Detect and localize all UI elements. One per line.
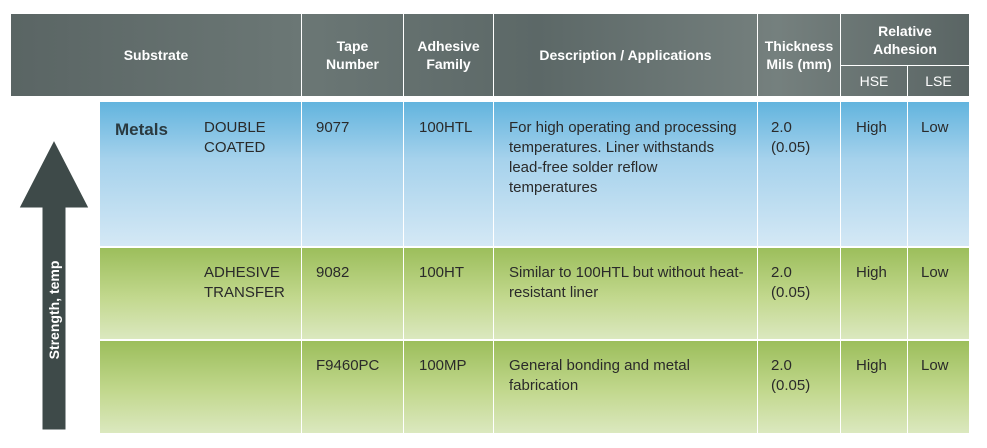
row-hse: High [856, 264, 887, 281]
column-divider [907, 102, 908, 433]
header-relative-adhesion: Relative Adhesion [873, 22, 937, 57]
column-divider [301, 102, 302, 433]
header-tape-number: Tape Number [326, 38, 379, 72]
substrate-group-label: Metals [115, 120, 168, 139]
row-hse: High [856, 119, 887, 136]
row-thickness: 2.0 (0.05) [771, 119, 811, 156]
row-adhesive-family: 100HTL [419, 119, 473, 136]
header-divider [403, 14, 404, 96]
header-divider [840, 65, 969, 66]
row-description: Similar to 100HTL but without heat-resistant liner [509, 264, 744, 301]
table-header [11, 14, 969, 96]
row-lse: Low [921, 357, 949, 374]
header-description: Description / Applications [539, 47, 712, 63]
row-hse: High [856, 357, 887, 374]
arrow-label: Strength, temp [46, 260, 62, 360]
header-divider [493, 14, 494, 96]
column-divider [840, 102, 841, 433]
column-divider [493, 102, 494, 433]
row-thickness: 2.0 (0.05) [771, 264, 811, 301]
header-thickness: Thickness Mils (mm) [764, 38, 834, 72]
header-adhesive-family: Adhesive Family [417, 38, 480, 72]
row-description: For high operating and processing temperatures. Liner withstands lead-free solder reflow temperatures [509, 119, 737, 196]
header-hse: HSE [859, 73, 889, 89]
column-divider [757, 102, 758, 433]
row-construction: ADHESIVE TRANSFER [204, 264, 285, 301]
header-divider [301, 14, 302, 96]
row-tape-number: F9460PC [316, 357, 380, 374]
row-tape-number: 9082 [316, 264, 350, 281]
row-lse: Low [921, 264, 949, 281]
row-adhesive-family: 100HT [419, 264, 465, 281]
header-divider [757, 14, 758, 96]
row-thickness: 2.0 (0.05) [771, 357, 811, 394]
header-lse: LSE [925, 73, 952, 89]
column-divider [403, 102, 404, 433]
header-substrate: Substrate [123, 47, 189, 63]
row-adhesive-family: 100MP [419, 357, 467, 374]
row-tape-number: 9077 [316, 119, 350, 136]
header-divider [907, 65, 908, 96]
row-lse: Low [921, 119, 949, 136]
header-divider [840, 14, 841, 96]
row-construction: DOUBLE COATED [204, 119, 266, 156]
row-description: General bonding and metal fabrication [509, 357, 690, 394]
